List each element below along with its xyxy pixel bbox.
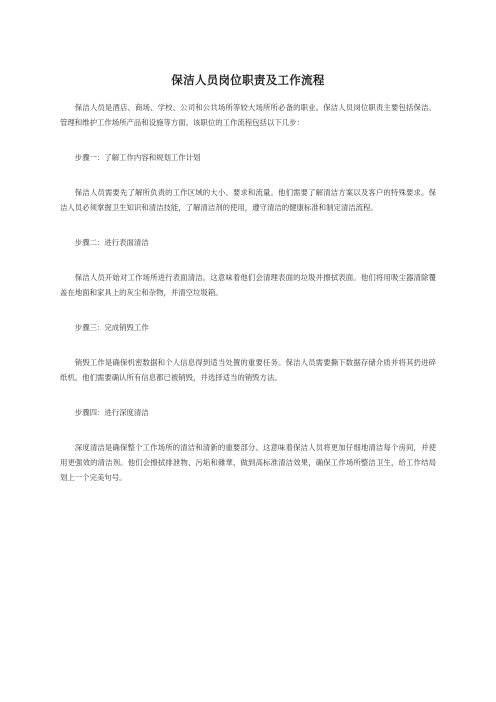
document-title: 保洁人员岗位职责及工作流程 (171, 73, 325, 87)
step-2-body: 保洁人员开始对工作场所进行表面清洁。这意味着他们会清理表面的垃圾并擦拭表面。他们将用吸尘器清除覆盖在地面和家具上的灰尘和杂物，并清空垃圾箱。 (60, 273, 436, 297)
document-body (60, 100, 436, 485)
step-1-body: 保洁人员需要先了解所负责的工作区域的大小、要求和流量。他们需要了解清洁方案以及客户的特殊要求。保洁人员必须掌握卫生知识和清洁技能，了解清洁剂的使用，遵守清洁的健康标准和制定清洁流程。 (60, 188, 436, 212)
step-1-heading: 步骤一：了解工作内容和规划工作计划 (74, 153, 201, 162)
step-3-body: 销毁工作是确保机密数据和个人信息得到适当处置的重要任务。保洁人员需要撕下数据存储介质并将其扔进碎纸机。他们需要确认所有信息都已被销毁，并选择适当的销毁方法。 (60, 358, 436, 382)
step-3-heading: 步骤三：完成销毁工作 (74, 323, 149, 332)
step-4-heading: 步骤四：进行深度清洁 (74, 408, 149, 417)
intro-paragraph: 保洁人员是酒店、商场、学校、公司和公共场所等较大场所所必备的职业。保洁人员岗位职责主要包括保洁、管理和维护工作场所产品和设施等方面。该职位的工作流程包括以下几步： (60, 103, 436, 127)
step-2-heading: 步骤二：进行表面清洁 (74, 238, 149, 247)
step-4-body: 深度清洁是确保整个工作场所的清洁和清新的重要部分。这意味着保洁人员将更加仔细地清洁每个房间，并使用更强效的清洁剂。他们会擦拭排泄物、污垢和雜華，做到高标准清洁效果，确保工作场所整洁卫生，给工作结局划上一个完美句号。 (60, 443, 436, 482)
